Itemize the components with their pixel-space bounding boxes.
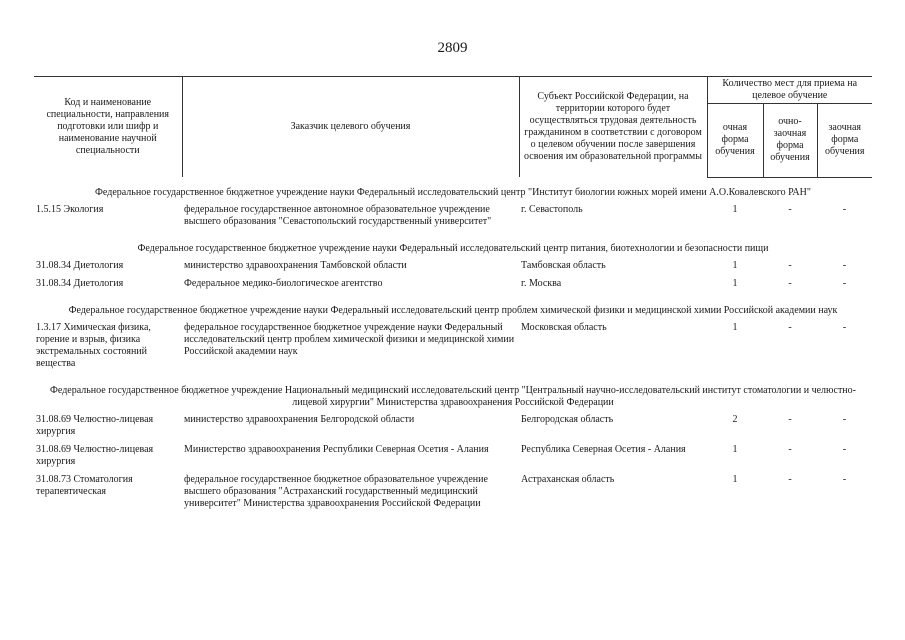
cell-full-time: 2 [732, 413, 738, 425]
table-body [34, 177, 872, 516]
organization-name: Федеральное государственное бюджетное учреждение науки Федеральный исследовательский центр питания, биотехнологии и безопасности пищи [137, 242, 769, 254]
organization-row [34, 376, 872, 414]
cell-part-time: - [788, 443, 792, 455]
organization-name: Федеральное государственное бюджетное учреждение Национальный медицинский исследовательский центр "Центральный научно-исследовательский институт стоматологии и челюстно-лицевой хирургии" Министерства здравоохранения Российской Федерации [50, 384, 856, 408]
cell-part-time: - [788, 321, 792, 333]
cell-full-time: 1 [732, 259, 738, 271]
cell-customer: федеральное государственное автономное образовательное учреждение высшего образования "Севастопольский государственный университет" [184, 203, 492, 227]
table-row [34, 278, 872, 296]
header-code: Код и наименование специальности, направления подготовки или шифр и наименование научной специальности [34, 77, 182, 178]
organization-name: Федеральное государственное бюджетное учреждение науки Федеральный исследовательский центр проблем химической физики и медицинской химии Российской академии наук [68, 304, 838, 316]
cell-distance: - [842, 203, 847, 215]
cell-code: 31.08.69 Челюстно-лицевая хирургия [36, 443, 154, 467]
cell-full-time: 1 [732, 203, 738, 215]
cell-code: 31.08.69 Челюстно-лицевая хирургия [36, 413, 154, 437]
cell-region: Московская область [521, 321, 607, 333]
cell-part-time: - [788, 277, 792, 289]
cell-customer: министерство здравоохранения Тамбовской области [184, 259, 407, 271]
cell-full-time: 1 [732, 321, 738, 333]
table-row [34, 322, 872, 376]
header-places: Количество мест для приема на целевое обучение [707, 77, 872, 104]
header-region: Субъект Российской Федерации, на территории которого будет осуществляться трудовая деятельность гражданином в соответствии с договором о целевом обучении после завершения освоения им образовательной программы [519, 77, 707, 178]
cell-part-time: - [788, 203, 792, 215]
cell-region: Белгородская область [521, 413, 614, 425]
page-number: 2809 [437, 40, 468, 56]
cell-code: 31.08.73 Стоматология терапевтическая [36, 473, 133, 497]
cell-customer: Министерство здравоохранения Республики Северная Осетия - Алания [184, 443, 489, 455]
organization-row [34, 177, 872, 204]
cell-distance: - [842, 321, 847, 333]
cell-customer: федеральное государственное бюджетное учреждение науки Федеральный исследовательский центр проблем химической физики и медицинской химии Российской академии наук [184, 321, 515, 357]
cell-part-time: - [788, 259, 792, 271]
cell-customer: федеральное государственное бюджетное образовательное учреждение высшего образования "Астраханский государственный медицинский университет" Министерства здравоохранения Российской Федерации [184, 473, 488, 509]
organization-row [34, 296, 872, 322]
cell-region: Тамбовская область [521, 259, 606, 271]
table-row [34, 474, 872, 516]
cell-distance: - [842, 413, 847, 425]
cell-region: Республика Северная Осетия - Алания [521, 443, 686, 455]
cell-distance: - [842, 277, 847, 289]
table-row [34, 204, 872, 234]
cell-region: г. Москва [521, 277, 562, 289]
cell-customer: министерство здравоохранения Белгородской области [184, 413, 415, 425]
cell-code: 31.08.34 Диетология [36, 259, 124, 271]
organization-name: Федеральное государственное бюджетное учреждение науки Федеральный исследовательский центр "Институт биологии южных морей имени А.О.Ковалевского РАН" [95, 186, 811, 198]
cell-part-time: - [788, 413, 792, 425]
cell-region: Астраханская область [521, 473, 615, 485]
cell-distance: - [842, 259, 847, 271]
organization-row [34, 234, 872, 260]
cell-region: г. Севастополь [521, 203, 583, 215]
cell-customer: Федеральное медико-биологическое агентство [184, 277, 383, 289]
table-row [34, 260, 872, 278]
header-distance: заочная форма обучения [817, 104, 872, 178]
table-header [34, 77, 872, 178]
cell-code: 1.3.17 Химическая физика, горение и взрыв, физика экстремальных состояний вещества [36, 321, 151, 369]
cell-distance: - [842, 443, 847, 455]
header-part-time: очно-заочная форма обучения [763, 104, 817, 178]
cell-full-time: 1 [732, 473, 738, 485]
cell-full-time: 1 [732, 277, 738, 289]
header-full-time: очная форма обучения [707, 104, 763, 178]
cell-distance: - [842, 473, 847, 485]
table-row [34, 444, 872, 474]
cell-full-time: 1 [732, 443, 738, 455]
cell-part-time: - [788, 473, 792, 485]
target-admission-table [34, 76, 872, 516]
header-customer: Заказчик целевого обучения [182, 77, 519, 178]
cell-code: 1.5.15 Экология [36, 203, 104, 215]
table-row [34, 414, 872, 444]
cell-code: 31.08.34 Диетология [36, 277, 124, 289]
